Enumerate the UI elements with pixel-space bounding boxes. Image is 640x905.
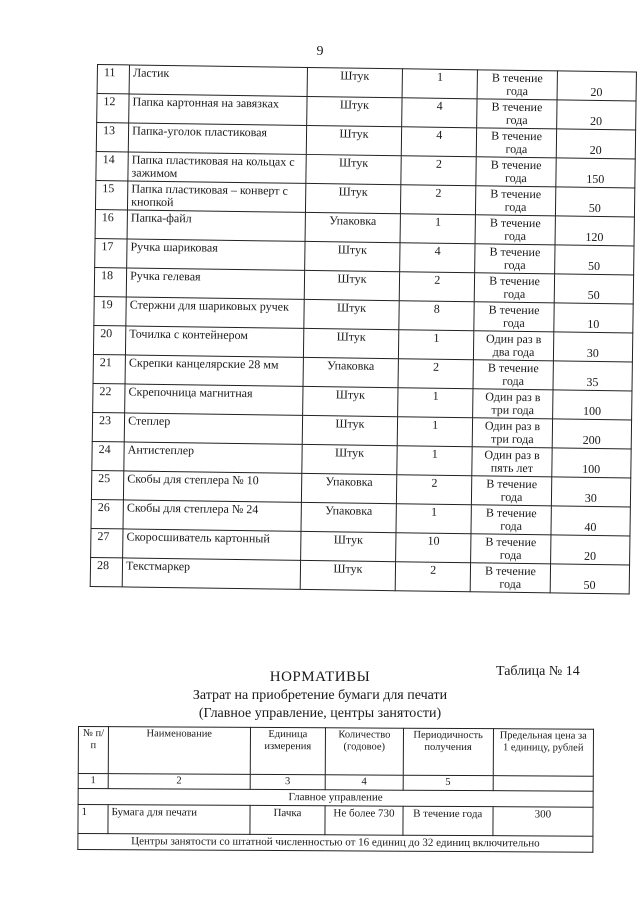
item-unit: Штук xyxy=(302,444,398,474)
index-cell: 4 xyxy=(325,775,403,790)
row-number: 18 xyxy=(94,267,127,296)
item-unit: Штук xyxy=(306,154,402,184)
index-cell: 3 xyxy=(250,774,326,789)
row-number: 22 xyxy=(93,383,126,412)
item-unit: Упаковка xyxy=(301,473,397,503)
item-name: Скоросшиватель картонный xyxy=(123,529,301,560)
item-unit: Штук xyxy=(304,241,400,271)
item-unit: Упаковка xyxy=(301,502,397,532)
item-price: 20 xyxy=(556,129,636,159)
item-unit: Штук xyxy=(307,67,403,97)
row-number: 13 xyxy=(96,123,129,152)
row-price: 300 xyxy=(493,807,593,837)
row-number: 20 xyxy=(93,325,126,354)
item-quantity: 1 xyxy=(397,446,473,476)
item-name: Ручка гелевая xyxy=(126,268,304,299)
item-unit: Штук xyxy=(306,96,402,126)
item-price: 200 xyxy=(552,419,632,449)
item-unit: Штук xyxy=(300,560,396,590)
item-name: Текстмаркер xyxy=(122,558,300,589)
paper-table-header-row xyxy=(78,727,593,777)
supplies-table-body xyxy=(90,65,636,594)
item-name: Точилка с контейнером xyxy=(126,326,304,357)
section-subtitle-1: Затрат на приобретение бумаги для печати xyxy=(192,688,448,703)
item-unit: Штук xyxy=(304,270,400,300)
item-name: Папка картонная на завязках xyxy=(129,94,307,125)
index-cell xyxy=(493,776,593,792)
item-name: Ластик xyxy=(129,65,307,96)
item-period: В течение года xyxy=(477,99,557,129)
item-quantity: 1 xyxy=(398,388,474,418)
item-price: 20 xyxy=(556,100,636,130)
row-number: 12 xyxy=(97,94,130,123)
item-price: 150 xyxy=(555,158,635,188)
item-period: В течение года xyxy=(471,505,551,535)
index-cell: 1 xyxy=(78,774,108,789)
row-num: 1 xyxy=(78,805,108,834)
item-unit: Штук xyxy=(306,125,402,155)
item-quantity: 8 xyxy=(399,301,475,331)
item-period: Один раз в пять лет xyxy=(472,447,552,477)
item-period: Один раз в три года xyxy=(473,418,553,448)
item-quantity: 10 xyxy=(396,533,472,563)
section-title: НОРМАТИВЫ xyxy=(269,669,371,685)
item-unit: Упаковка xyxy=(305,212,401,242)
item-unit: Штук xyxy=(304,299,400,329)
row-qty: Не более 730 xyxy=(325,806,403,835)
item-period: В течение года xyxy=(477,70,557,100)
item-price: 50 xyxy=(555,187,635,217)
item-price: 120 xyxy=(555,216,635,246)
item-quantity: 1 xyxy=(402,69,478,99)
item-unit: Штук xyxy=(305,183,401,213)
row-number: 28 xyxy=(90,557,123,586)
row-number: 25 xyxy=(91,470,124,499)
row-name: Бумага для печати xyxy=(108,805,250,835)
item-period: В течение года xyxy=(475,244,555,274)
index-cell: 2 xyxy=(108,774,250,790)
item-period: В течение года xyxy=(473,360,553,390)
header-period: Периодичность получения xyxy=(403,728,493,775)
header-num: № п/п xyxy=(78,727,108,774)
item-quantity: 2 xyxy=(396,475,472,505)
item-price: 10 xyxy=(553,303,633,333)
header-qty: Количество (годовое) xyxy=(325,728,403,775)
item-quantity: 2 xyxy=(395,562,471,592)
item-quantity: 1 xyxy=(399,330,475,360)
section-centers-label: Центры занятости со штатной численностью от 16 единиц до 32 единиц включительно xyxy=(78,834,593,853)
item-period: В течение года xyxy=(477,128,557,158)
index-cell: 5 xyxy=(403,775,493,790)
row-unit: Пачка xyxy=(250,805,326,834)
item-quantity: 2 xyxy=(398,359,474,389)
item-period: В течение года xyxy=(471,534,551,564)
item-name: Папка пластиковая на кольцах с зажимом xyxy=(128,152,306,183)
item-period: В течение года xyxy=(476,186,556,216)
paper-table-row xyxy=(78,805,593,837)
row-number: 17 xyxy=(95,238,128,267)
header-unit: Единица измерения xyxy=(250,727,326,774)
item-price: 35 xyxy=(553,361,633,391)
row-number: 16 xyxy=(95,209,128,238)
item-name: Скобы для степлера № 10 xyxy=(124,471,302,502)
item-name: Степлер xyxy=(124,413,302,444)
item-period: В течение года xyxy=(472,476,552,506)
supplies-table xyxy=(90,64,637,594)
item-name: Ручка шариковая xyxy=(127,239,305,270)
item-unit: Упаковка xyxy=(303,357,399,387)
item-quantity: 1 xyxy=(396,504,472,534)
item-name: Скрепки канцелярские 28 мм xyxy=(125,355,303,386)
item-quantity: 2 xyxy=(401,156,477,186)
section-main-label: Главное управление xyxy=(78,789,593,808)
item-period: В течение года xyxy=(475,215,555,245)
row-number: 21 xyxy=(93,354,126,383)
item-price: 20 xyxy=(550,535,630,565)
item-name: Папка-файл xyxy=(127,210,305,241)
row-number: 11 xyxy=(97,65,130,94)
item-quantity: 1 xyxy=(397,417,473,447)
item-quantity: 4 xyxy=(401,127,477,157)
item-price: 100 xyxy=(551,448,631,478)
item-price: 50 xyxy=(554,274,634,304)
item-unit: Штук xyxy=(303,328,399,358)
row-number: 14 xyxy=(96,151,129,180)
item-name: Скрепочница магнитная xyxy=(125,384,303,415)
item-period: В течение года xyxy=(475,273,555,303)
item-name: Стержни для шариковых ручек xyxy=(126,297,304,328)
item-unit: Штук xyxy=(300,531,396,561)
row-number: 19 xyxy=(94,296,127,325)
item-price: 30 xyxy=(553,332,633,362)
item-price: 50 xyxy=(554,245,634,275)
item-price: 100 xyxy=(552,390,632,420)
item-unit: Штук xyxy=(302,386,398,416)
row-number: 24 xyxy=(92,441,125,470)
paper-table xyxy=(77,726,594,853)
item-price: 40 xyxy=(551,506,631,536)
row-number: 26 xyxy=(91,499,124,528)
row-number: 23 xyxy=(92,412,125,441)
row-period: В течение года xyxy=(403,806,493,835)
row-number: 27 xyxy=(91,528,124,557)
item-period: Один раз в три года xyxy=(473,389,553,419)
header-name: Наименование xyxy=(108,727,250,775)
item-quantity: 2 xyxy=(401,185,477,215)
item-price: 50 xyxy=(550,564,630,594)
item-quantity: 2 xyxy=(399,272,475,302)
item-price: 30 xyxy=(551,477,631,507)
item-name: Папка-уголок пластиковая xyxy=(128,123,306,154)
item-name: Скобы для степлера № 24 xyxy=(123,500,301,531)
item-quantity: 1 xyxy=(400,214,476,244)
item-period: В течение года xyxy=(476,157,556,187)
item-name: Антистеплер xyxy=(124,442,302,473)
row-number: 15 xyxy=(95,180,128,209)
header-price: Предельная цена за 1 единицу, рублей xyxy=(493,729,594,777)
item-price: 20 xyxy=(557,71,637,101)
item-unit: Штук xyxy=(302,415,398,445)
item-period: Один раз в два года xyxy=(474,331,554,361)
item-quantity: 4 xyxy=(400,243,476,273)
table-label: Таблица № 14 xyxy=(496,664,580,679)
section-row-centers xyxy=(78,834,593,853)
table-row xyxy=(90,557,629,594)
item-quantity: 4 xyxy=(402,98,478,128)
page-number: 9 xyxy=(316,44,324,59)
item-name: Папка пластиковая – конверт с кнопкой xyxy=(128,181,306,212)
section-subtitle-2: (Главное управление, центры занятости) xyxy=(198,706,442,721)
item-period: В течение года xyxy=(474,302,554,332)
item-period: В течение года xyxy=(471,563,551,593)
